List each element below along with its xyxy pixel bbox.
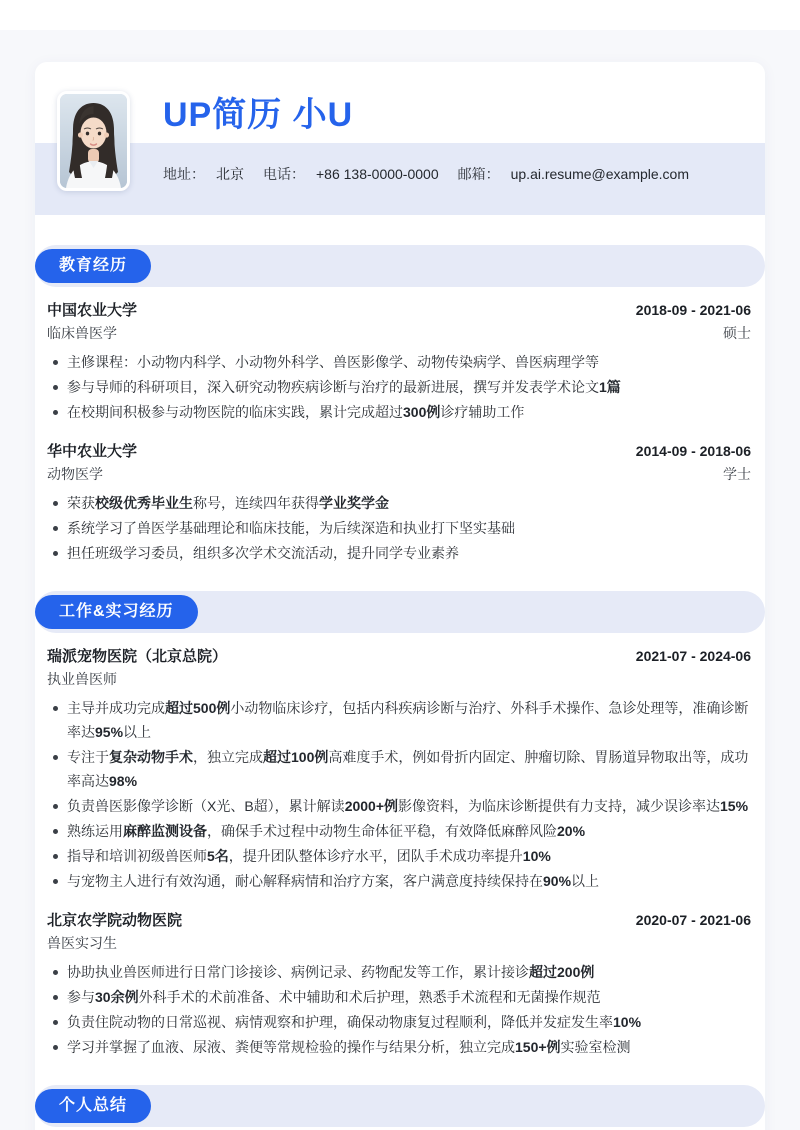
bullet-item: 负责住院动物的日常巡视、病情观察和护理，确保动物康复过程顺利，降低并发症发生率10% bbox=[47, 1010, 751, 1034]
bullet-item: 主修课程：小动物内科学、小动物外科学、兽医影像学、动物传染病学、兽医病理学等 bbox=[47, 350, 751, 374]
contact-row bbox=[163, 164, 689, 184]
section-title-pill: 教育经历 bbox=[35, 249, 151, 283]
bullet-item: 专注于复杂动物手术，独立完成超过100例高难度手术，例如骨折内固定、肿瘤切除、胃肠道异物取出等，成功率高达98% bbox=[47, 745, 751, 793]
bullet-list bbox=[47, 350, 751, 424]
contact-value: up.ai.resume@example.com bbox=[510, 166, 690, 182]
section-header-band bbox=[35, 245, 765, 287]
contact-band bbox=[35, 143, 765, 215]
entry-date: 2014-09 - 2018-06 bbox=[635, 443, 751, 459]
bullet-item: 主导并成功完成超过500例小动物临床诊疗，包括内科疾病诊断与治疗、外科手术操作、急诊处理等，准确诊断率达95%以上 bbox=[47, 696, 751, 744]
entry-subtitle-row bbox=[47, 463, 751, 485]
portrait-illustration bbox=[60, 94, 127, 188]
bullet-item: 协助执业兽医师进行日常门诊接诊、病例记录、药物配发等工作，累计接诊超过200例 bbox=[47, 960, 751, 984]
section-0 bbox=[35, 245, 765, 565]
resume-header bbox=[35, 62, 765, 215]
resume-entry bbox=[35, 645, 765, 893]
contact-item bbox=[458, 164, 689, 184]
bullet-item: 参与30余例外科手术的术前准备、术中辅助和术后护理，熟悉手术流程和无菌操作规范 bbox=[47, 985, 751, 1009]
section-title-pill: 个人总结 bbox=[35, 1089, 151, 1123]
entry-title-row bbox=[47, 299, 751, 322]
section-1 bbox=[35, 591, 765, 1059]
entry-title-row bbox=[47, 909, 751, 932]
entry-subtitle: 临床兽医学 bbox=[47, 325, 117, 341]
entry-subtitle: 执业兽医师 bbox=[47, 671, 117, 687]
entry-subtitle-row bbox=[47, 932, 751, 954]
entry-date: 2018-09 - 2021-06 bbox=[635, 302, 751, 318]
section-header-band bbox=[35, 1085, 765, 1127]
section-header-band bbox=[35, 591, 765, 633]
bullet-item: 学习并掌握了血液、尿液、粪便等常规检验的操作与结果分析，独立完成150+例实验室检测 bbox=[47, 1035, 751, 1059]
bullet-list bbox=[47, 491, 751, 565]
entry-title-row bbox=[47, 645, 751, 668]
contact-item bbox=[163, 164, 244, 184]
resume-entry bbox=[35, 299, 765, 424]
bullet-item: 在校期间积极参与动物医院的临床实践，累计完成超过300例诊疗辅助工作 bbox=[47, 400, 751, 424]
entry-title: 瑞派宠物医院（北京总院） bbox=[47, 648, 228, 665]
entry-subtitle: 动物医学 bbox=[47, 466, 103, 482]
resume-entry bbox=[35, 909, 765, 1059]
contact-value: +86 138-0000-0000 bbox=[316, 166, 439, 182]
section-title-pill: 工作&实习经历 bbox=[35, 595, 198, 629]
bullet-item: 与宠物主人进行有效沟通，耐心解释病情和治疗方案，客户满意度持续保持在90%以上 bbox=[47, 869, 751, 893]
bullet-item: 参与导师的科研项目，深入研究动物疾病诊断与治疗的最新进展，撰写并发表学术论文1篇 bbox=[47, 375, 751, 399]
entry-degree: 硕士 bbox=[723, 325, 751, 341]
bullet-item: 担任班级学习委员，组织多次学术交流活动，提升同学专业素养 bbox=[47, 541, 751, 565]
bullet-list bbox=[47, 960, 751, 1059]
entry-subtitle-row bbox=[47, 322, 751, 344]
bullet-list bbox=[47, 696, 751, 893]
bullet-item: 指导和培训初级兽医师5名，提升团队整体诊疗水平，团队手术成功率提升10% bbox=[47, 844, 751, 868]
contact-item bbox=[263, 164, 439, 184]
profile-photo bbox=[57, 91, 130, 191]
bullet-item: 系统学习了兽医学基础理论和临床技能，为后续深造和执业打下坚实基础 bbox=[47, 516, 751, 540]
entry-title: 北京农学院动物医院 bbox=[47, 912, 183, 929]
contact-label: 电话： bbox=[263, 166, 305, 182]
entry-subtitle: 兽医实习生 bbox=[47, 935, 117, 951]
entry-subtitle-row bbox=[47, 668, 751, 690]
entry-date: 2020-07 - 2021-06 bbox=[635, 912, 751, 928]
entry-date: 2021-07 - 2024-06 bbox=[635, 648, 751, 664]
bullet-item: 荣获校级优秀毕业生称号，连续四年获得学业奖学金 bbox=[47, 491, 751, 515]
section-2 bbox=[35, 1085, 765, 1127]
bullet-item: 负责兽医影像学诊断（X光、B超），累计解读2000+例影像资料，为临床诊断提供有力支持，减少误诊率达15% bbox=[47, 794, 751, 818]
resume-name: UP简历 小U bbox=[163, 96, 354, 134]
contact-value: 北京 bbox=[216, 166, 244, 182]
entry-title-row bbox=[47, 440, 751, 463]
contact-label: 地址： bbox=[163, 166, 205, 182]
entry-title: 华中农业大学 bbox=[47, 443, 138, 460]
resume-entry bbox=[35, 440, 765, 565]
entry-title: 中国农业大学 bbox=[47, 302, 138, 319]
preview-canvas bbox=[0, 30, 800, 1130]
bullet-item: 熟练运用麻醉监测设备，确保手术过程中动物生命体征平稳，有效降低麻醉风险20% bbox=[47, 819, 751, 843]
resume-card bbox=[35, 62, 765, 1130]
sections-container bbox=[35, 245, 765, 1127]
contact-label: 邮箱： bbox=[457, 166, 500, 182]
entry-degree: 学士 bbox=[723, 466, 751, 482]
